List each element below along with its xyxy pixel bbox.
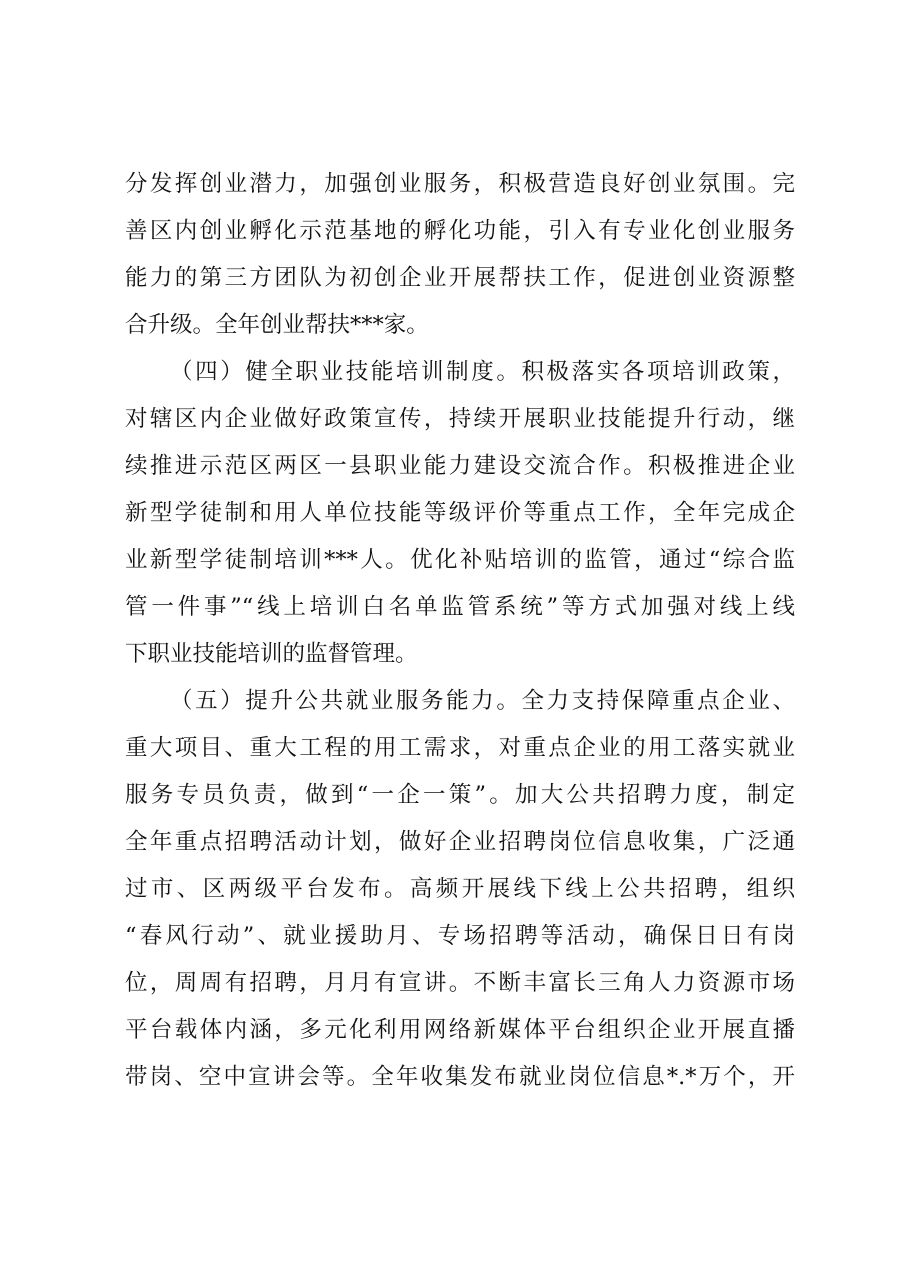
paragraph-line: 全年重点招聘活动计划，做好企业招聘岗位信息收集，广泛通 bbox=[125, 829, 795, 855]
paragraph-line: 带岗、空中宣讲会等。全年收集发布就业岗位信息*.*万个，开 bbox=[125, 1064, 795, 1090]
paragraph-line: 善区内创业孵化示范基地的孵化功能，引入有专业化创业服务 bbox=[125, 218, 795, 244]
paragraph-line: 对辖区内企业做好政策宣传，持续开展职业技能提升行动，继 bbox=[125, 406, 795, 432]
paragraph-line: 合升级。全年创业帮扶***家。 bbox=[125, 312, 429, 338]
paragraph-line: 能力的第三方团队为初创企业开展帮扶工作，促进创业资源整 bbox=[125, 265, 795, 291]
paragraph-line: 新型学徒制和用人单位技能等级评价等重点工作，全年完成企 bbox=[125, 500, 795, 526]
section-heading-line: （五）提升公共就业服务能力。全力支持保障重点企业、 bbox=[170, 688, 795, 714]
paragraph-line: 业新型学徒制培训***人。优化补贴培训的监管，通过“综合监 bbox=[125, 547, 795, 573]
paragraph-line: 分发挥创业潜力，加强创业服务，积极营造良好创业氛围。完 bbox=[125, 171, 795, 197]
paragraph-line: 续推进示范区两区一县职业能力建设交流合作。积极推进企业 bbox=[125, 453, 795, 479]
paragraph-line: 位，周周有招聘，月月有宣讲。不断丰富长三角人力资源市场 bbox=[125, 970, 795, 996]
paragraph-line: “春风行动”、就业援助月、专场招聘等活动，确保日日有岗 bbox=[125, 923, 795, 949]
paragraph-line: 管一件事”“线上培训白名单监管系统”等方式加强对线上线 bbox=[125, 594, 795, 620]
paragraph-line: 下职业技能培训的监督管理。 bbox=[125, 641, 418, 667]
paragraph-line: 服务专员负责，做到“一企一策”。加大公共招聘力度，制定 bbox=[125, 782, 795, 808]
paragraph-line: 重大项目、重大工程的用工需求，对重点企业的用工落实就业 bbox=[125, 735, 795, 761]
section-heading-line: （四）健全职业技能培训制度。积极落实各项培训政策， bbox=[170, 359, 795, 385]
paragraph-line: 过市、区两级平台发布。高频开展线下线上公共招聘，组织 bbox=[125, 876, 795, 902]
paragraph-line: 平台载体内涵，多元化利用网络新媒体平台组织企业开展直播 bbox=[125, 1017, 795, 1043]
